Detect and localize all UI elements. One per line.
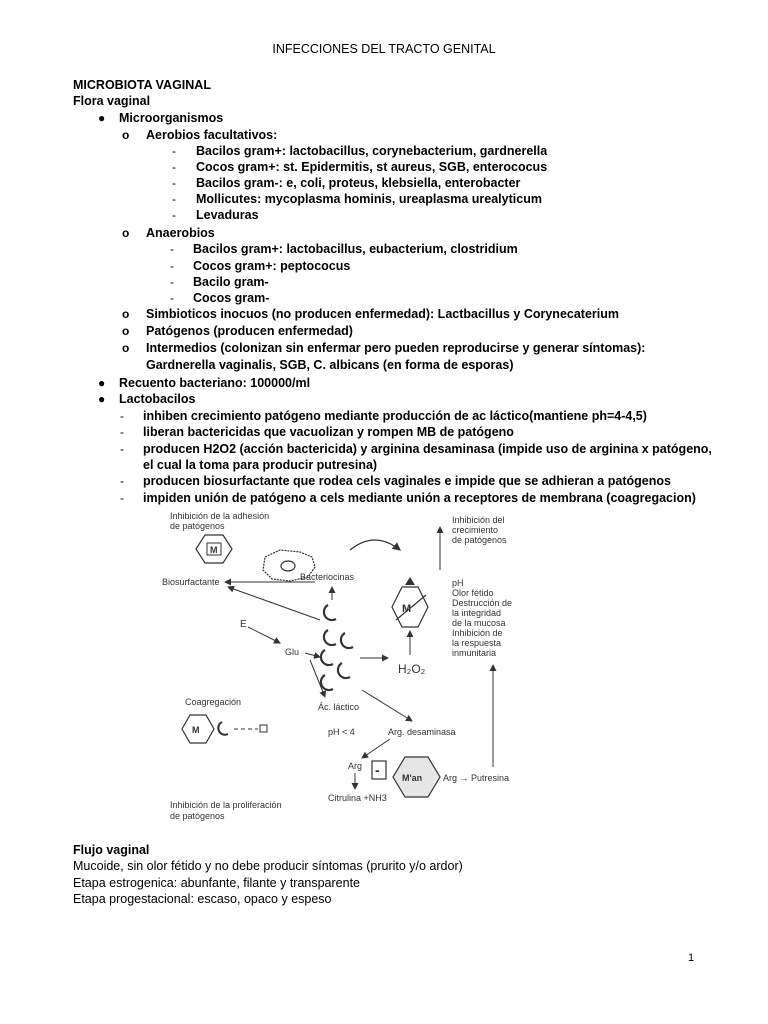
- list-item: inhiben crecimiento patógeno mediante producción de ac láctico(mantiene ph=4-4,5): [143, 409, 647, 423]
- fig-label: -: [375, 762, 380, 778]
- list-item: Anaerobios: [146, 226, 215, 240]
- list-item: Cocos gram+: peptococus: [193, 259, 351, 273]
- fig-effect: la integridad: [452, 608, 502, 618]
- list-item: Bacilos gram+: lactobacillus, eubacterium, clostridium: [193, 242, 518, 256]
- dash-icon: -: [170, 275, 174, 289]
- dash-icon: -: [172, 208, 176, 222]
- dash-icon: -: [120, 491, 124, 505]
- fig-label: M: [402, 603, 412, 615]
- bullet-o-icon: o: [122, 341, 130, 355]
- bullet-o-icon: o: [122, 226, 130, 240]
- list-item: Cocos gram-: [193, 291, 270, 305]
- list-item: Mollicutes: mycoplasma hominis, ureaplasma urealyticum: [196, 192, 542, 206]
- page-number: 1: [688, 952, 695, 964]
- dash-icon: -: [120, 474, 124, 488]
- fig-label: Ác. láctico: [318, 702, 360, 712]
- fig-label: Coagregación: [185, 697, 242, 707]
- fig-label: Biosurfactante: [162, 577, 220, 587]
- list-item: producen biosurfactante que rodea cels vaginales e impide que se adhieran a patógenos: [143, 474, 671, 488]
- list-item: impiden unión de patógeno a cels mediante unión a receptores de membrana (coagregacion): [143, 491, 696, 505]
- bullet-dot-icon: ●: [98, 392, 106, 406]
- bullet-o-icon: o: [122, 128, 130, 142]
- damaged-pathogen-icon: [392, 577, 428, 627]
- list-item: Simbioticos inocuos (no producen enfermedad): Lactbacillus y Corynecaterium: [146, 307, 620, 321]
- fig-effect: Inhibición de: [452, 628, 503, 638]
- fig-label: Citrulina +NH3: [328, 793, 387, 803]
- coaggregation-icon: [182, 715, 267, 743]
- fig-label: de patógenos: [170, 521, 225, 531]
- fig-label: M: [192, 725, 200, 735]
- paragraph-line: Etapa progestacional: escaso, opaco y espeso: [73, 892, 332, 906]
- fig-label: Bacteriocinas: [300, 572, 355, 582]
- list-item: liberan bactericidas que vacuolizan y rompen MB de patógeno: [143, 425, 514, 439]
- subsection-heading: Flora vaginal: [73, 94, 151, 108]
- list-item: Bacilos gram-: e, coli, proteus, klebsiella, enterobacter: [196, 176, 521, 190]
- fig-label: H₂O₂: [398, 662, 426, 676]
- dash-icon: -: [170, 291, 174, 305]
- dash-icon: -: [172, 176, 176, 190]
- fig-label: Inhibición de la adhesión: [170, 511, 270, 521]
- lactobacillus-mechanism-figure: [150, 505, 530, 830]
- fig-label: Arg: [348, 761, 363, 771]
- fig-label: Inhibición del: [452, 515, 505, 525]
- list-item-continued: Gardnerella vaginalis, SGB, C. albicans (en forma de esporas): [146, 358, 514, 372]
- dash-icon: -: [172, 192, 176, 206]
- pathogen-hexagon-icon: [393, 757, 440, 797]
- list-item: Cocos gram+: st. Epidermitis, st aureus, SGB, enterococus: [196, 160, 548, 174]
- list-item: Microorganismos: [119, 111, 224, 125]
- list-item: producen H2O2 (acción bactericida) y arginina desaminasa (impide uso de arginina x patógeno,: [143, 442, 712, 456]
- fig-label: M: [210, 545, 218, 555]
- dash-icon: -: [120, 425, 124, 439]
- fig-label: Inhibición de la proliferación: [170, 800, 282, 810]
- dash-icon: -: [170, 242, 174, 256]
- fig-effect: Destrucción de: [452, 598, 513, 608]
- fig-effect: pH: [452, 578, 464, 588]
- list-item: Lactobacilos: [119, 392, 196, 406]
- dash-icon: -: [170, 259, 174, 273]
- list-item: Levaduras: [196, 208, 259, 222]
- dash-icon: -: [120, 442, 124, 456]
- fig-label: crecimiento: [452, 525, 499, 535]
- bullet-o-icon: o: [122, 324, 130, 338]
- section-heading: MICROBIOTA VAGINAL: [73, 78, 211, 92]
- fig-label: E: [240, 619, 247, 630]
- fig-label: pH < 4: [328, 727, 355, 737]
- dash-icon: -: [120, 409, 124, 423]
- paragraph-line: Etapa estrogenica: abunfante, filante y transparente: [73, 876, 360, 890]
- list-item: Bacilo gram-: [193, 275, 269, 289]
- list-item: Aerobios facultativos:: [146, 128, 278, 142]
- fig-label: de patógenos: [170, 811, 225, 821]
- fig-label: Glu: [285, 647, 300, 657]
- page-title: INFECCIONES DEL TRACTO GENITAL: [272, 42, 496, 56]
- dash-icon: -: [172, 160, 176, 174]
- dash-icon: -: [172, 144, 176, 158]
- pathogen-hexagon-icon: [196, 535, 232, 563]
- list-item: Intermedios (colonizan sin enfermar pero pueden reproducirse y generar síntomas):: [146, 341, 646, 355]
- fig-label: Arg. desaminasa: [388, 727, 456, 737]
- fig-effect: la respuesta: [452, 638, 502, 648]
- list-item-continued: el cual la toma para producir putresina): [143, 458, 378, 472]
- bullet-dot-icon: ●: [98, 111, 106, 125]
- bullet-dot-icon: ●: [98, 376, 106, 390]
- list-item: Patógenos (producen enfermedad): [146, 324, 353, 338]
- fig-effect: de la mucosa: [452, 618, 506, 628]
- fig-label: Arg → Putresina: [443, 773, 510, 783]
- fig-label: de patógenos: [452, 535, 507, 545]
- fig-effect: Olor fétido: [452, 588, 494, 598]
- fig-label: M'an: [402, 773, 423, 783]
- list-item: Recuento bacteriano: 100000/ml: [119, 376, 311, 390]
- list-item: Bacilos gram+: lactobacillus, corynebacterium, gardnerella: [196, 144, 548, 158]
- fig-effect: inmunitaria: [452, 648, 497, 658]
- subsection-heading: Flujo vaginal: [73, 843, 150, 857]
- bullet-o-icon: o: [122, 307, 130, 321]
- lactobacilli-crescents-icon: [321, 605, 353, 690]
- paragraph-line: Mucoide, sin olor fétido y no debe producir síntomas (prurito y/o ardor): [73, 859, 463, 873]
